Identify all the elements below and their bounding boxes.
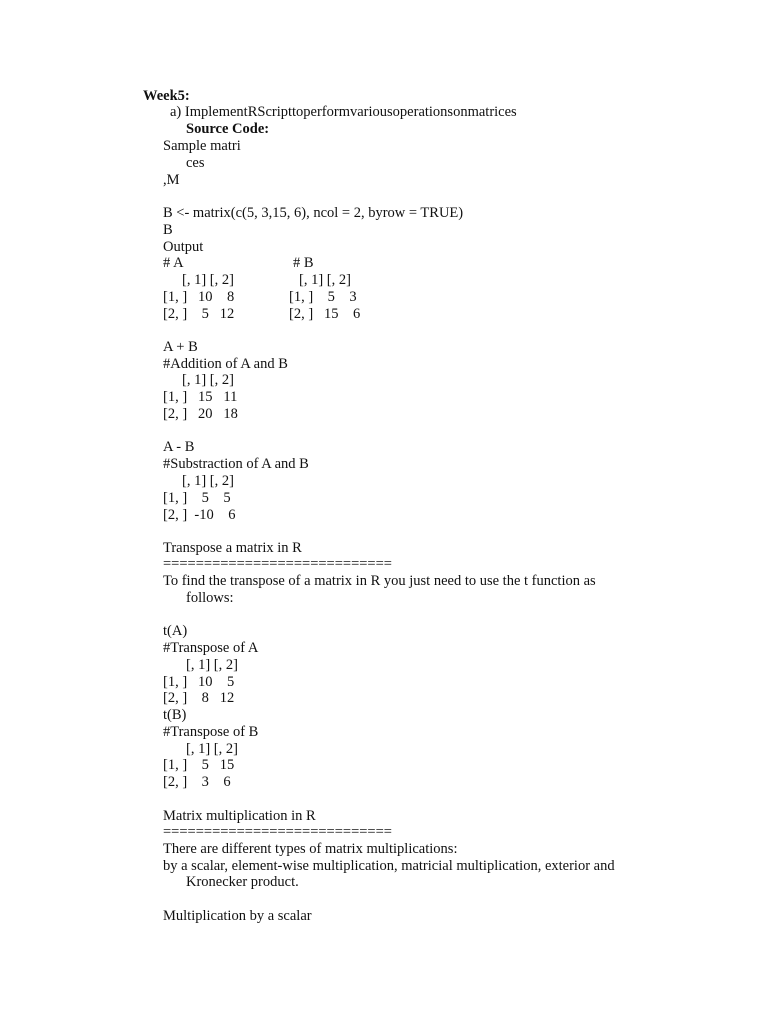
multiplication-rule: ============================ <box>163 824 392 840</box>
sample-line-2: ces <box>186 155 205 171</box>
transpose-b-header: [, 1] [, 2] <box>186 741 238 757</box>
sample-line-3: ,M <box>163 172 180 188</box>
source-code-label: Source Code: <box>186 121 270 137</box>
sub-header: [, 1] [, 2] <box>182 473 234 489</box>
scalar-multiplication-title: Multiplication by a scalar <box>163 908 312 924</box>
matrix-a-title: # A <box>163 255 184 271</box>
output-label: Output <box>163 239 204 255</box>
add-row-1: [1, ] 15 11 <box>163 389 238 405</box>
transpose-a-comment: #Transpose of A <box>163 640 259 656</box>
transpose-title: Transpose a matrix in R <box>163 540 302 556</box>
transpose-b-row-1: [1, ] 5 15 <box>163 757 235 773</box>
sub-row-2: [2, ] -10 6 <box>163 507 236 523</box>
task-title: a) ImplementRScripttoperformvariousoperationsonmatrices <box>170 104 517 120</box>
matrix-b-header: [, 1] [, 2] <box>299 272 351 288</box>
matrix-b-title: # B <box>293 255 314 271</box>
code-b-assign: B <- matrix(c(5, 3,15, 6), ncol = 2, byrow = TRUE) <box>163 205 464 221</box>
transpose-a-header: [, 1] [, 2] <box>186 657 238 673</box>
transpose-b-row-2: [2, ] 3 6 <box>163 774 231 790</box>
sub-comment: #Substraction of A and B <box>163 456 309 472</box>
sub-expr: A - B <box>163 439 195 455</box>
transpose-a-row-1: [1, ] 10 5 <box>163 674 235 690</box>
sample-line-1: Sample matri <box>163 138 241 154</box>
transpose-a-row-2: [2, ] 8 12 <box>163 690 235 706</box>
multiplication-title: Matrix multiplication in R <box>163 808 316 824</box>
matrix-a-header: [, 1] [, 2] <box>182 272 234 288</box>
transpose-rule: ============================ <box>163 556 392 572</box>
add-comment: #Addition of A and B <box>163 356 288 372</box>
matrix-a-row-1: [1, ] 10 8 <box>163 289 235 305</box>
add-row-2: [2, ] 20 18 <box>163 406 238 422</box>
add-expr: A + B <box>163 339 198 355</box>
transpose-a-expr: t(A) <box>163 623 188 639</box>
multiplication-desc-2: by a scalar, element-wise multiplication, matricial multiplication, exterior and <box>163 858 615 874</box>
transpose-desc-1: To find the transpose of a matrix in R you just need to use the t function as <box>163 573 596 589</box>
multiplication-desc-3: Kronecker product. <box>186 874 299 890</box>
matrix-a-row-2: [2, ] 5 12 <box>163 306 235 322</box>
transpose-b-expr: t(B) <box>163 707 187 723</box>
transpose-desc-2: follows: <box>186 590 234 606</box>
multiplication-desc-1: There are different types of matrix multiplications: <box>163 841 458 857</box>
matrix-b-row-1: [1, ] 5 3 <box>289 289 357 305</box>
week-heading: Week5: <box>143 88 190 104</box>
transpose-b-comment: #Transpose of B <box>163 724 259 740</box>
code-b-print: B <box>163 222 173 238</box>
matrix-b-row-2: [2, ] 15 6 <box>289 306 361 322</box>
add-header: [, 1] [, 2] <box>182 372 234 388</box>
sub-row-1: [1, ] 5 5 <box>163 490 231 506</box>
